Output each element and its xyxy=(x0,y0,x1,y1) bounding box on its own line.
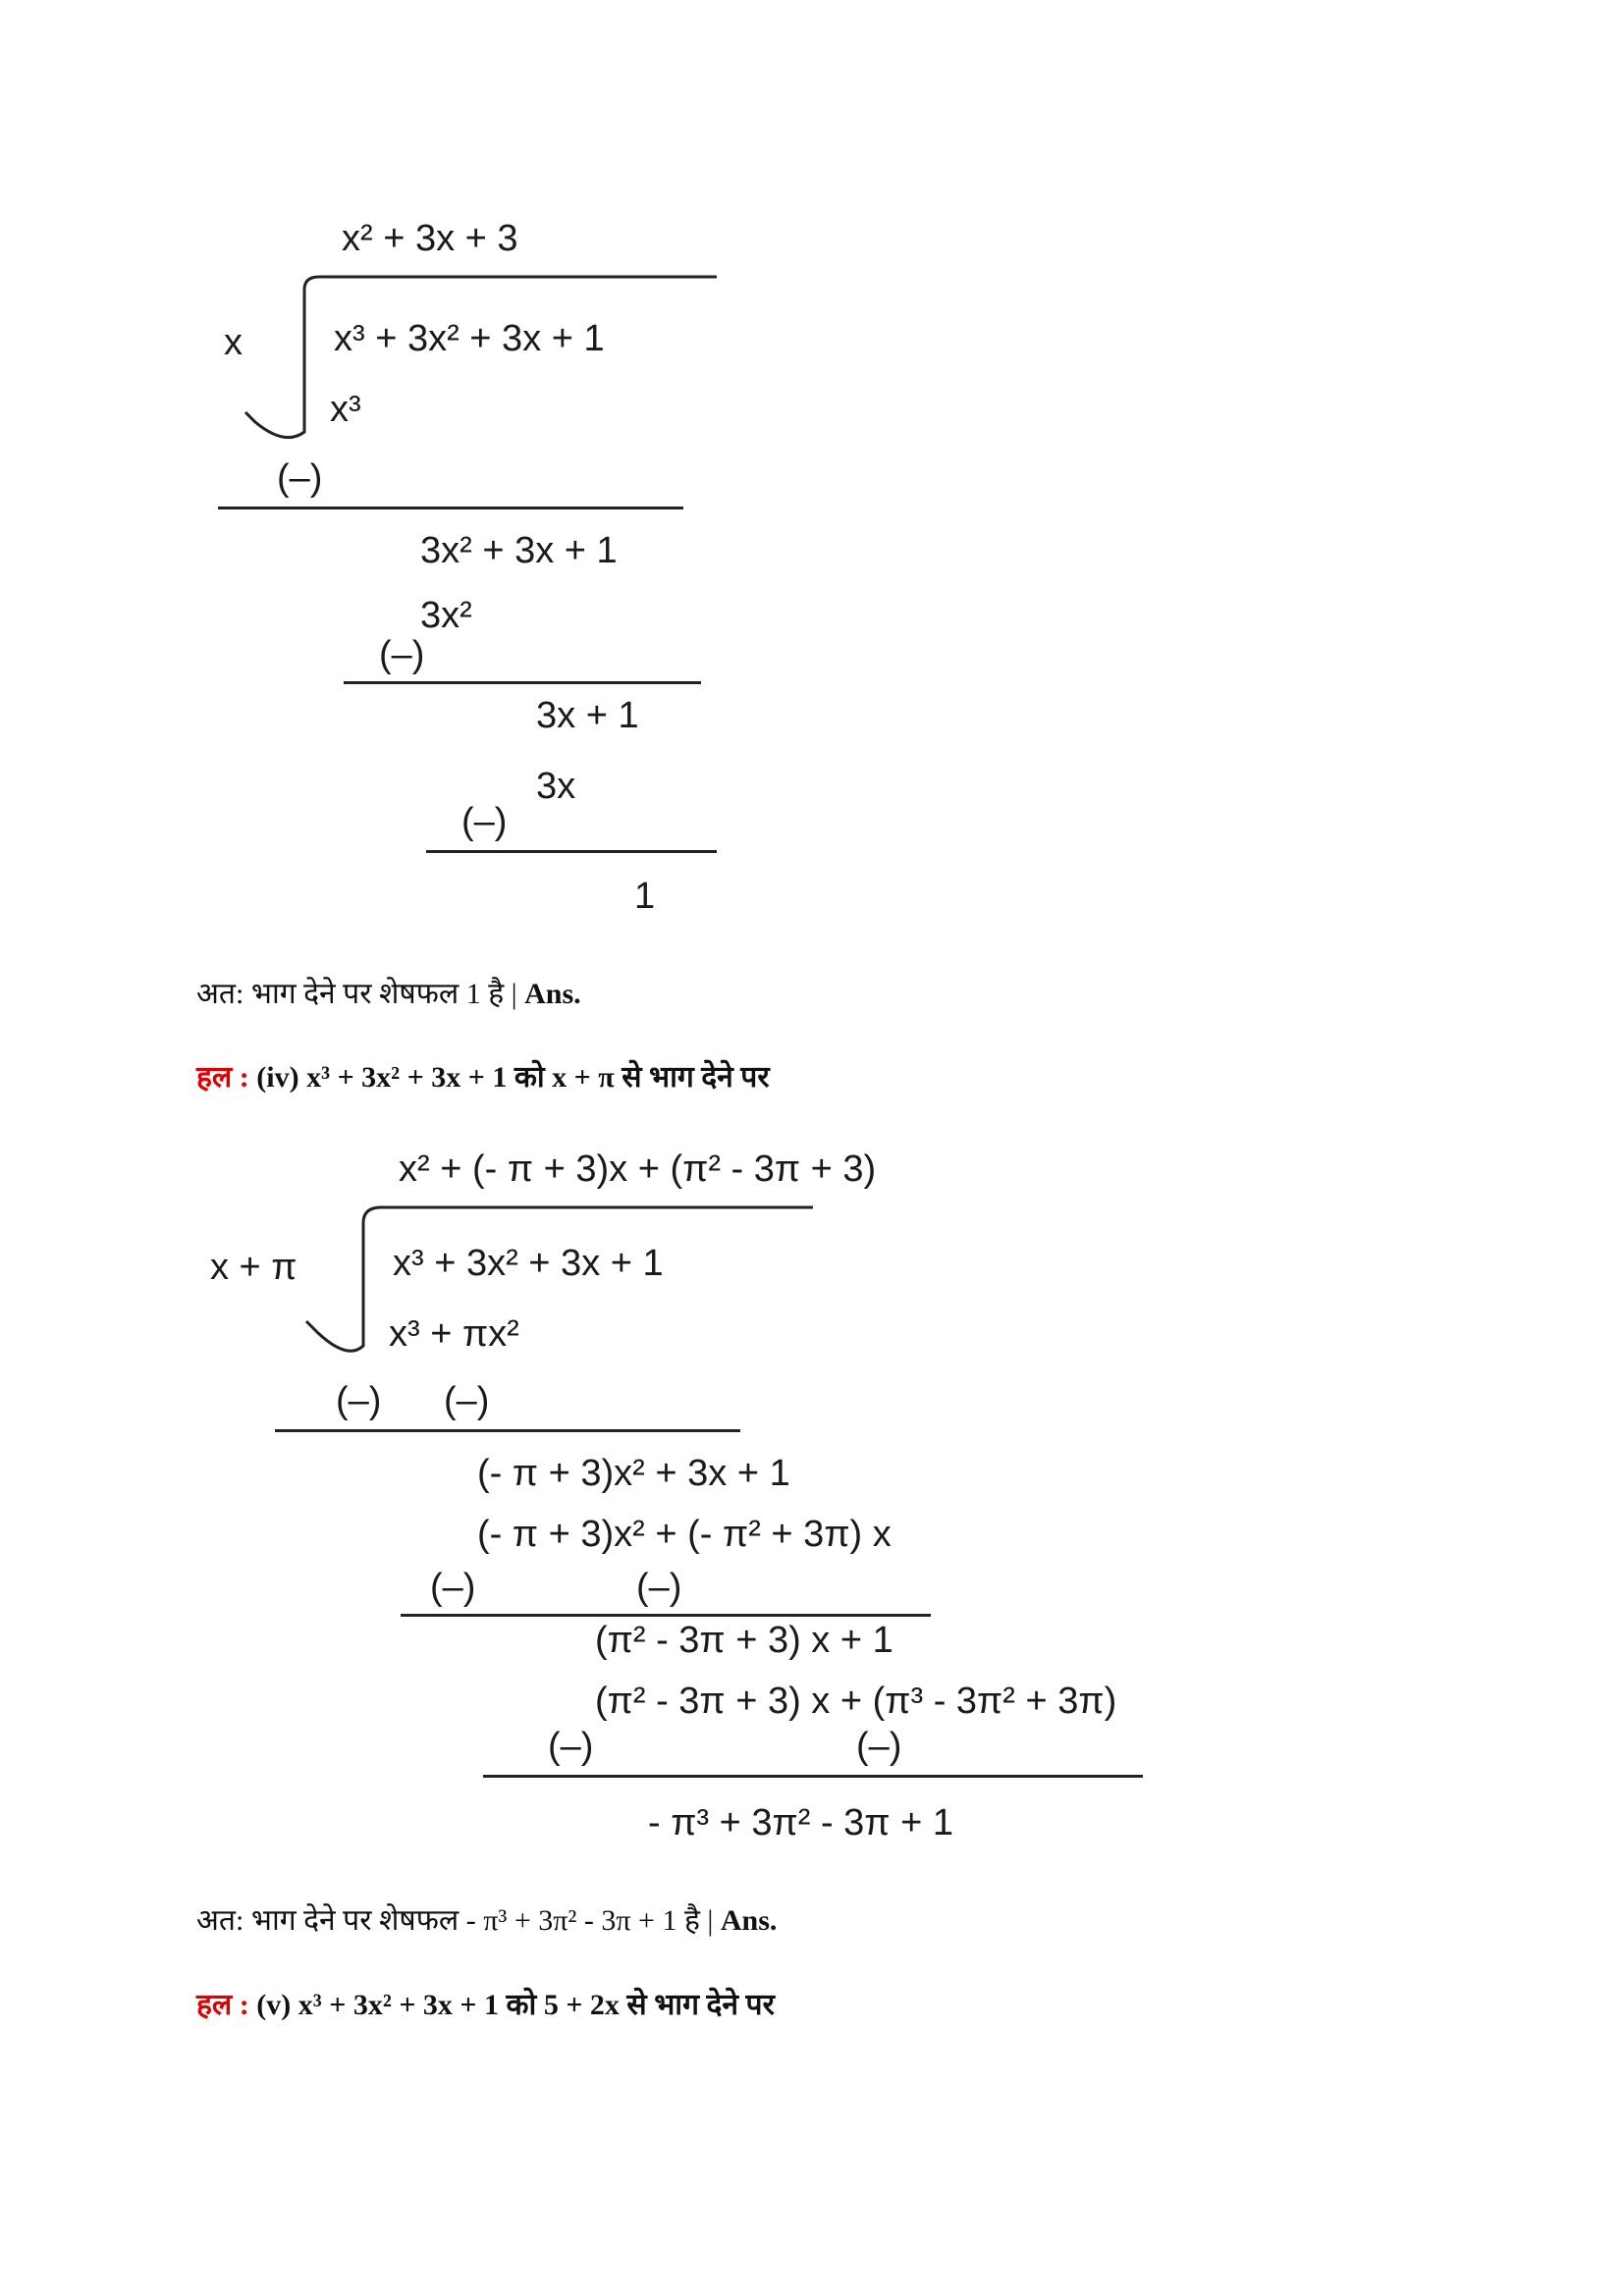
step3-rule xyxy=(426,850,717,853)
step3-subtrahend: 3x xyxy=(536,766,576,807)
step2-rule-2 xyxy=(401,1614,931,1617)
heading-v xyxy=(196,1983,775,2023)
final-remainder-2: - π³ + 3π² - 3π + 1 xyxy=(648,1802,953,1843)
step1-rule xyxy=(218,507,683,509)
step3-minus-sign: (–) xyxy=(461,801,508,842)
dividend-2: x³ + 3x² + 3x + 1 xyxy=(393,1243,664,1284)
remainder-2: 3x + 1 xyxy=(536,695,639,736)
step1-minus-sign: (–) xyxy=(277,457,323,499)
step1-subtrahend-2: x³ + πx² xyxy=(389,1313,519,1355)
final-remainder-1: 1 xyxy=(634,876,656,917)
heading-v-text: (v) x³ + 3x² + 3x + 1 को 5 + 2x से भाग देने पर xyxy=(256,1989,775,2021)
heading-iv xyxy=(196,1055,770,1095)
quotient-2: x² + (- π + 3)x + (π² - 3π + 3) xyxy=(399,1148,877,1190)
quotient-1: x² + 3x + 3 xyxy=(342,218,518,259)
divisor-1: x xyxy=(224,322,243,363)
remainder-1-2: (- π + 3)x² + 3x + 1 xyxy=(477,1453,790,1494)
division-bracket-2 xyxy=(306,1203,817,1370)
step2-minus-sign: (–) xyxy=(379,634,425,675)
step1-rule-2 xyxy=(275,1429,740,1432)
step3-minus-sign-a: (–) xyxy=(548,1726,594,1767)
step3-subtrahend-2: (π² - 3π + 3) x + (π³ - 3π² + 3π) xyxy=(595,1681,1117,1722)
conclusion-1 xyxy=(196,972,581,1012)
remainder-2-2: (π² - 3π + 3) x + 1 xyxy=(595,1620,893,1661)
ans-label-2: Ans. xyxy=(720,1904,778,1937)
hal-label-v: हल : xyxy=(196,1989,249,2021)
step2-minus-sign-b: (–) xyxy=(636,1567,682,1608)
hal-label-iv: हल : xyxy=(196,1061,249,1094)
remainder-1: 3x² + 3x + 1 xyxy=(420,530,618,571)
ans-label-1: Ans. xyxy=(524,978,581,1010)
step2-minus-sign-a: (–) xyxy=(430,1567,476,1608)
conclusion-2 xyxy=(196,1898,777,1939)
step2-rule xyxy=(344,681,701,684)
step1-minus-sign-a: (–) xyxy=(336,1380,382,1421)
step2-subtrahend: 3x² xyxy=(420,595,472,636)
conclusion-2-text: अत: भाग देने पर शेषफल - π³ + 3π² - 3π + 1 है | xyxy=(196,1904,714,1937)
divisor-2: x + π xyxy=(210,1247,298,1288)
conclusion-1-text: अत: भाग देने पर शेषफल 1 है | xyxy=(196,978,517,1010)
step2-subtrahend-2: (- π + 3)x² + (- π² + 3π) x xyxy=(477,1514,892,1555)
step1-minus-sign-b: (–) xyxy=(444,1380,490,1421)
dividend-1: x³ + 3x² + 3x + 1 xyxy=(334,318,605,359)
step3-minus-sign-b: (–) xyxy=(856,1726,902,1767)
step1-subtrahend: x³ xyxy=(330,389,361,430)
step3-rule-2 xyxy=(483,1775,1143,1778)
heading-iv-text: (iv) x³ + 3x² + 3x + 1 को x + π से भाग देने पर xyxy=(256,1061,770,1094)
